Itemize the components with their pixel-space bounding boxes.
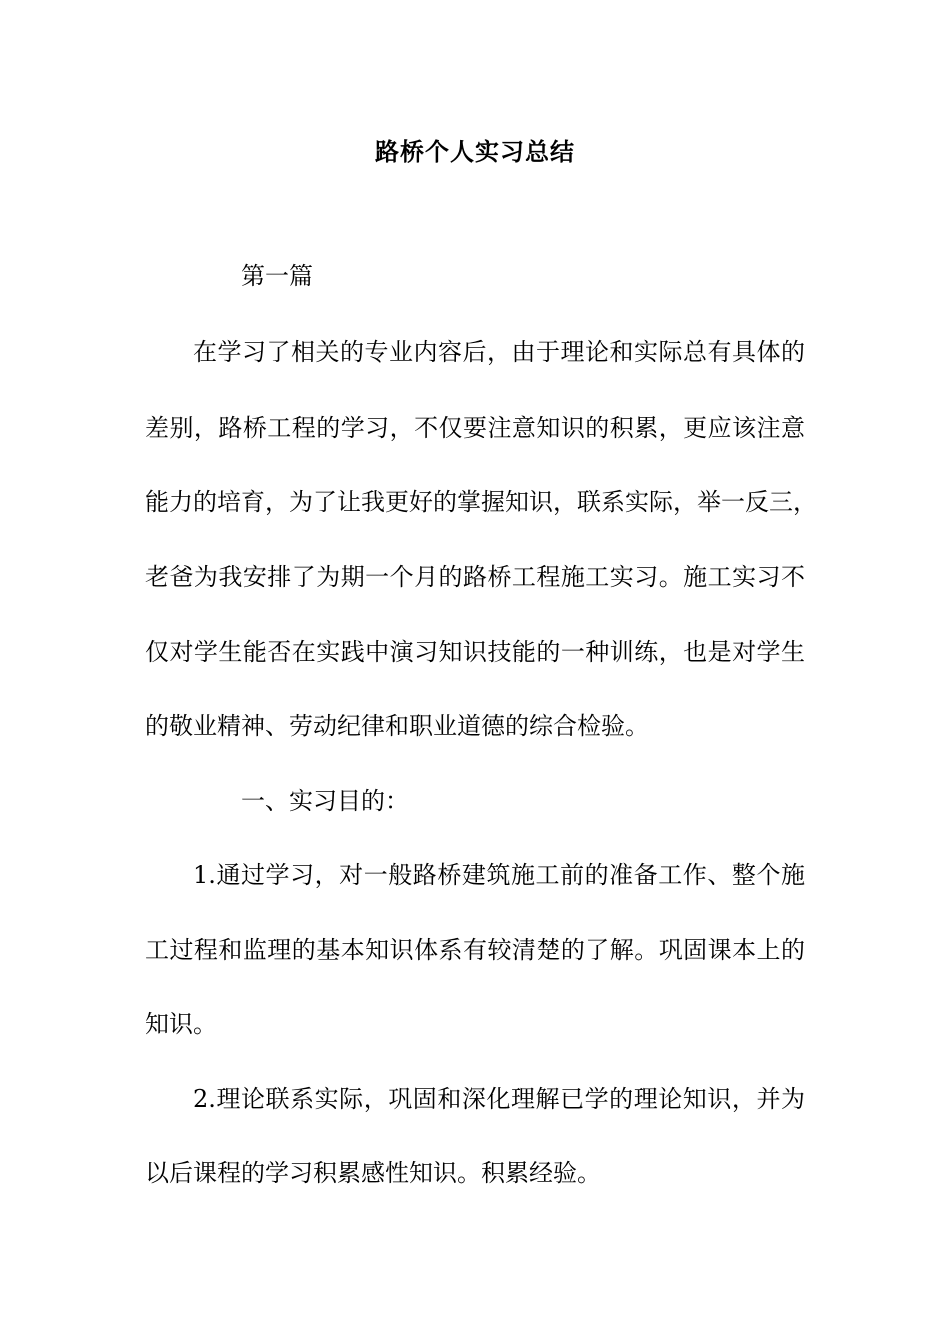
paragraph-line: 仅对学生能否在实践中演习知识技能的一种训练，也是对学生: [145, 638, 805, 666]
list-item-line: 1.通过学习，对一般路桥建筑施工前的准备工作、整个施: [193, 861, 805, 889]
paragraph-line: 的敬业精神、劳动纪律和职业道德的综合检验。: [145, 712, 649, 740]
paragraph-line: 老爸为我安排了为期一个月的路桥工程施工实习。施工实习不: [145, 563, 805, 591]
list-item-line: 以后课程的学习积累感性知识。积累经验。: [145, 1159, 601, 1187]
list-item-line: 2.理论联系实际，巩固和深化理解已学的理论知识，并为: [193, 1085, 805, 1113]
paragraph-line: 差别，路桥工程的学习，不仅要注意知识的积累，更应该注意: [145, 414, 805, 442]
list-item-line: 工过程和监理的基本知识体系有较清楚的了解。巩固课本上的: [145, 936, 805, 964]
document-title: 路桥个人实习总结: [375, 137, 575, 166]
paragraph-line: 能力的培育，为了让我更好的掌握知识，联系实际，举一反三，: [145, 488, 817, 516]
paragraph-line: 在学习了相关的专业内容后，由于理论和实际总有具体的: [193, 338, 805, 366]
section-heading-part-one: 第一篇: [241, 262, 313, 290]
section-heading-purpose: 一、实习目的：: [241, 787, 409, 815]
list-item-line: 知识。: [145, 1010, 217, 1038]
